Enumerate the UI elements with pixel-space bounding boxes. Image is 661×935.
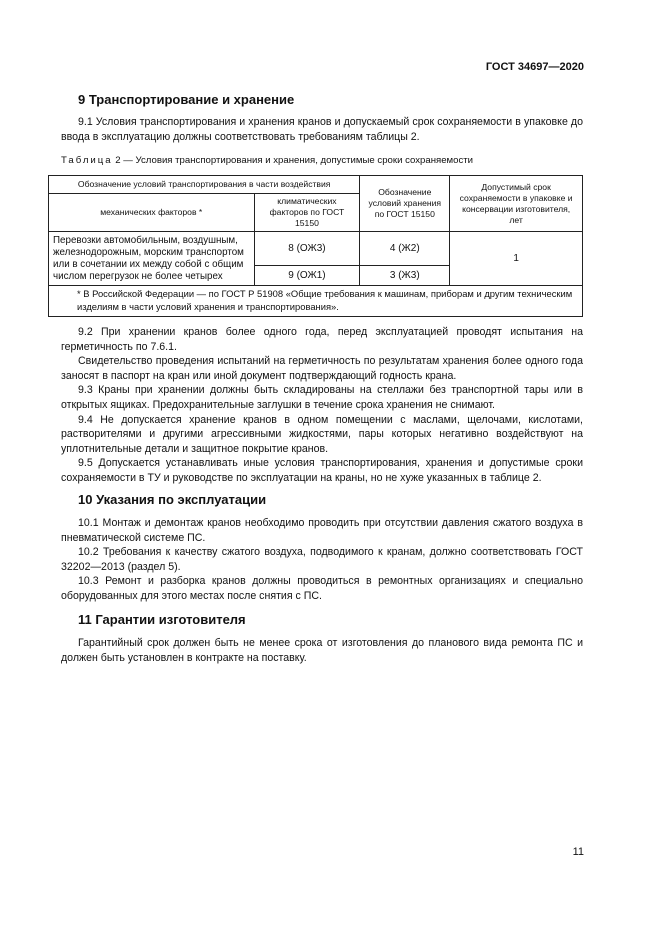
section-11-title: 11 Гарантии изготовителя bbox=[78, 612, 246, 627]
paragraph-10-2: 10.2 Требования к качеству сжатого воздуха, подводимого к кранам, должно соответствовать ГОСТ 32202—2013 (раздел 5). bbox=[61, 546, 583, 573]
section-10-title: 10 Указания по эксплуатации bbox=[78, 492, 267, 507]
header-storage-conditions: Обозначение условий хранения по ГОСТ 15150 bbox=[360, 176, 450, 232]
transport-mode-cell: Перевозки автомобильным, воздушным, железнодорожным, морским транспортом или в сочетании их между собой с общим числом перегрузок не более четырех bbox=[49, 232, 255, 286]
term-cell: 1 bbox=[450, 232, 583, 286]
document-header: ГОСТ 34697—2020 bbox=[485, 61, 584, 73]
paragraph-9-2-note: Свидетельство проведения испытаний на герметичность по результатам хранения более одного года заносят в паспорт на кран или иной документ подтверждающий годность крана. bbox=[61, 355, 583, 382]
table-caption-prefix: Таблица bbox=[61, 155, 113, 166]
climate-cell-1: 8 (ОЖ3) bbox=[254, 232, 360, 266]
paragraph-10-3: 10.3 Ремонт и разборка кранов должны проводиться в ремонтных организациях и специально оборудованных для этого местах после снятия с ПС. bbox=[61, 575, 583, 602]
paragraph-10-1: 10.1 Монтаж и демонтаж кранов необходимо проводить при отсутствии давления сжатого воздуха в пневматической системе ПС. bbox=[61, 517, 583, 544]
page-number: 11 bbox=[572, 846, 584, 858]
section-9-title: 9 Транспортирование и хранение bbox=[78, 92, 295, 107]
paragraph-9-4: 9.4 Не допускается хранение кранов в одном помещении с маслами, щелочами, кислотами, растворителями и другими агрессивными жидкостями, пары которых негативно воздействуют на уплотнительные детали и защитное покрытие кранов. bbox=[61, 413, 583, 455]
paragraph-11: Гарантийный срок должен быть не менее срока от изготовления до планового вида ремонта ПС и должен быть установлен в контракте на поставку. bbox=[61, 637, 583, 664]
section-9-body bbox=[61, 325, 583, 486]
header-storage-term: Допустимый срок сохраняемости в упаковке и консервации изготовителя, лет bbox=[450, 176, 583, 232]
paragraph-9-3: 9.3 Краны при хранении должны быть складированы на стеллажи без транспортной тары или в открытых ящиках. Предохранительные заглушки в течение срока хранения не снимают. bbox=[61, 384, 583, 411]
table-caption bbox=[61, 155, 473, 166]
storage-cell-1: 4 (Ж2) bbox=[360, 232, 450, 266]
storage-conditions-table bbox=[48, 175, 583, 317]
header-transport-group: Обозначение условий транспортирования в части воздействия bbox=[49, 176, 360, 194]
climate-cell-2: 9 (ОЖ1) bbox=[254, 266, 360, 286]
paragraph-9-1: 9.1 Условия транспортирования и хранения кранов и допускаемый срок сохраняемости в упаковке до ввода в эксплуатацию должны соответствовать требованиям таблицы 2. bbox=[61, 116, 583, 143]
paragraph-9-5: 9.5 Допускается устанавливать иные условия транспортирования, хранения и допустимые сроки сохраняемости в ТУ и руководстве по эксплуатации на краны, но не хуже указанных в таблице 2. bbox=[61, 457, 583, 484]
section-9-intro bbox=[61, 115, 583, 144]
table-caption-text: 2 — Условия транспортирования и хранения, допустимые сроки сохраняемости bbox=[112, 155, 474, 166]
header-mechanical-factors: механических факторов * bbox=[49, 194, 255, 232]
storage-cell-2: 3 (Ж3) bbox=[360, 266, 450, 286]
section-10-body bbox=[61, 516, 583, 604]
section-11-body bbox=[61, 636, 583, 665]
paragraph-9-2: 9.2 При хранении кранов более одного года, перед эксплуатацией проводят испытания на герметичность по 7.6.1. bbox=[61, 326, 583, 353]
header-climatic-factors: климатических факторов по ГОСТ 15150 bbox=[254, 194, 360, 232]
table-footnote: * В Российской Федерации — по ГОСТ Р 51908 «Общие требования к машинам, приборам и другим техническим изделиям в части условий хранения и транспортирования». bbox=[49, 286, 583, 317]
